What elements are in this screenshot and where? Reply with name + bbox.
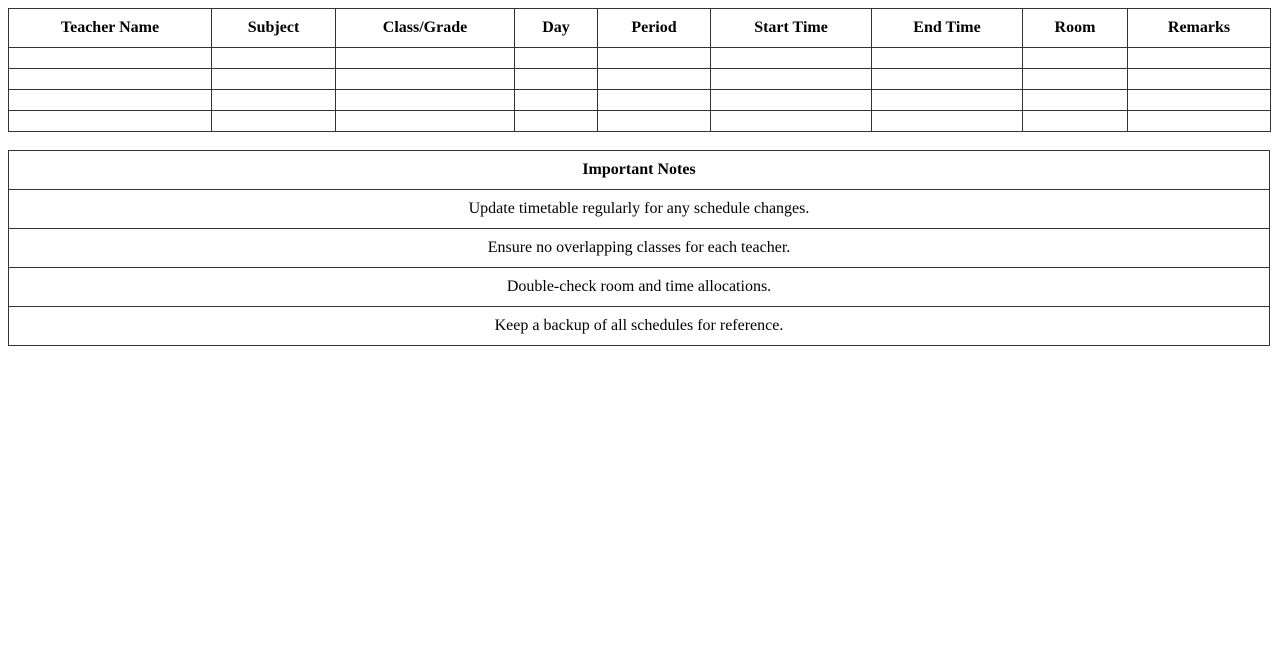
note-item: Double-check room and time allocations.	[9, 268, 1270, 307]
table-cell[interactable]	[515, 111, 598, 132]
table-cell[interactable]	[9, 69, 212, 90]
table-cell[interactable]	[872, 69, 1023, 90]
notes-header-row	[9, 151, 1270, 190]
column-header-end-time: End Time	[872, 9, 1023, 48]
table-cell[interactable]	[212, 69, 336, 90]
column-header-remarks: Remarks	[1128, 9, 1271, 48]
table-cell[interactable]	[336, 48, 515, 69]
table-cell[interactable]	[515, 69, 598, 90]
page-content	[8, 8, 1270, 346]
table-cell[interactable]	[711, 111, 872, 132]
table-cell[interactable]	[1128, 48, 1271, 69]
table-cell[interactable]	[872, 111, 1023, 132]
table-cell[interactable]	[336, 90, 515, 111]
table-row	[9, 111, 1271, 132]
column-header-period: Period	[598, 9, 711, 48]
note-item: Ensure no overlapping classes for each teacher.	[9, 229, 1270, 268]
table-cell[interactable]	[336, 111, 515, 132]
table-cell[interactable]	[1023, 90, 1128, 111]
table-row	[9, 48, 1271, 69]
table-cell[interactable]	[1128, 90, 1271, 111]
table-cell[interactable]	[9, 90, 212, 111]
note-row	[9, 268, 1270, 307]
table-cell[interactable]	[872, 48, 1023, 69]
table-row	[9, 69, 1271, 90]
table-cell[interactable]	[1023, 69, 1128, 90]
column-header-subject: Subject	[212, 9, 336, 48]
note-item: Keep a backup of all schedules for reference.	[9, 307, 1270, 346]
column-header-start-time: Start Time	[711, 9, 872, 48]
note-item: Update timetable regularly for any schedule changes.	[9, 190, 1270, 229]
table-cell[interactable]	[9, 111, 212, 132]
table-cell[interactable]	[212, 90, 336, 111]
table-cell[interactable]	[1128, 111, 1271, 132]
note-row	[9, 229, 1270, 268]
table-cell[interactable]	[711, 90, 872, 111]
table-cell[interactable]	[212, 111, 336, 132]
table-cell[interactable]	[598, 69, 711, 90]
table-cell[interactable]	[1023, 111, 1128, 132]
table-cell[interactable]	[9, 48, 212, 69]
header-row	[9, 9, 1271, 48]
table-row	[9, 90, 1271, 111]
table-cell[interactable]	[515, 48, 598, 69]
note-row	[9, 190, 1270, 229]
column-header-room: Room	[1023, 9, 1128, 48]
table-cell[interactable]	[336, 69, 515, 90]
table-cell[interactable]	[212, 48, 336, 69]
timetable-table	[8, 8, 1271, 132]
table-cell[interactable]	[598, 90, 711, 111]
table-cell[interactable]	[1128, 69, 1271, 90]
table-cell[interactable]	[711, 69, 872, 90]
column-header-day: Day	[515, 9, 598, 48]
notes-table	[8, 150, 1270, 346]
column-header-class-grade: Class/Grade	[336, 9, 515, 48]
table-cell[interactable]	[1023, 48, 1128, 69]
table-cell[interactable]	[711, 48, 872, 69]
notes-title: Important Notes	[9, 151, 1270, 190]
table-cell[interactable]	[598, 111, 711, 132]
table-cell[interactable]	[598, 48, 711, 69]
table-cell[interactable]	[515, 90, 598, 111]
table-cell[interactable]	[872, 90, 1023, 111]
column-header-teacher-name: Teacher Name	[9, 9, 212, 48]
note-row	[9, 307, 1270, 346]
